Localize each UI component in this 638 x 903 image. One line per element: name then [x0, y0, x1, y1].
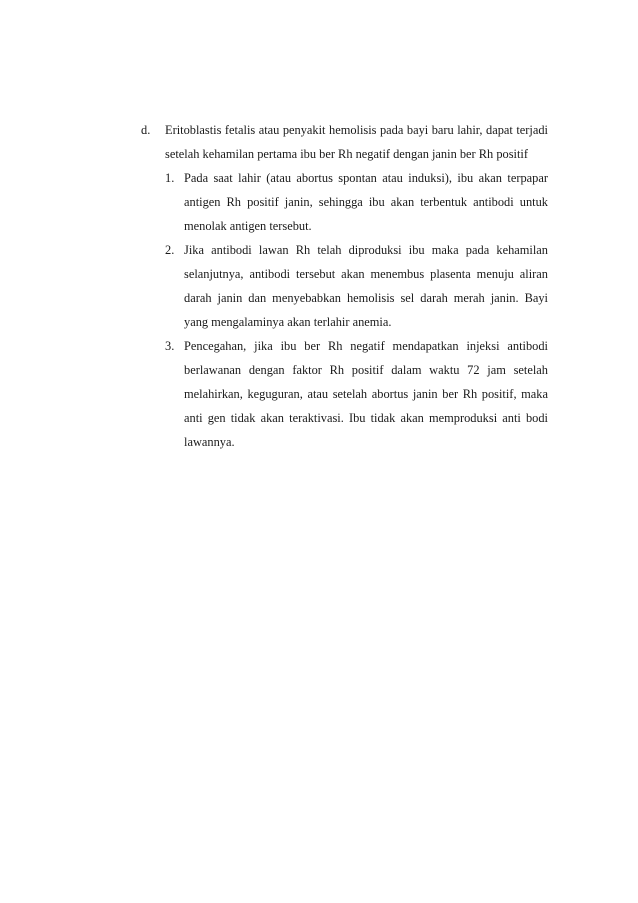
list-item-text: Eritoblastis fetalis atau penyakit hemolisis pada bayi baru lahir, dapat terjadi setelah kehamilan pertama ibu ber Rh negatif dengan janin ber Rh positif	[165, 123, 548, 161]
sublist-item-text: Pada saat lahir (atau abortus spontan atau induksi), ibu akan terpapar antigen Rh positif janin, sehingga ibu akan terbentuk antibodi untuk menolak antigen tersebut.	[184, 171, 548, 233]
sublist-item-3	[165, 334, 548, 454]
sublist-item-text: Jika antibodi lawan Rh telah diproduksi ibu maka pada kehamilan selanjutnya, antibodi tersebut akan menembus plasenta menuju aliran darah janin dan menyebabkan hemolisis sel darah merah janin. Bayi yang mengalaminya akan terlahir anemia.	[184, 243, 548, 329]
sublist-marker: 3.	[165, 339, 175, 353]
list-block	[141, 118, 548, 454]
sublist-marker: 2.	[165, 243, 175, 257]
numbered-sublist	[165, 166, 548, 454]
list-item-d	[141, 118, 548, 166]
sublist-marker: 1.	[165, 171, 175, 185]
sublist-item-2	[165, 238, 548, 334]
sublist-item-1	[165, 166, 548, 238]
sublist-item-text: Pencegahan, jika ibu ber Rh negatif mendapatkan injeksi antibodi berlawanan dengan faktor Rh positif dalam waktu 72 jam setelah melahirkan, keguguran, atau setelah abortus janin ber Rh positif, maka anti gen tidak akan teraktivasi. Ibu tidak akan memproduksi anti bodi lawannya.	[184, 339, 548, 449]
list-marker: d.	[141, 123, 151, 137]
